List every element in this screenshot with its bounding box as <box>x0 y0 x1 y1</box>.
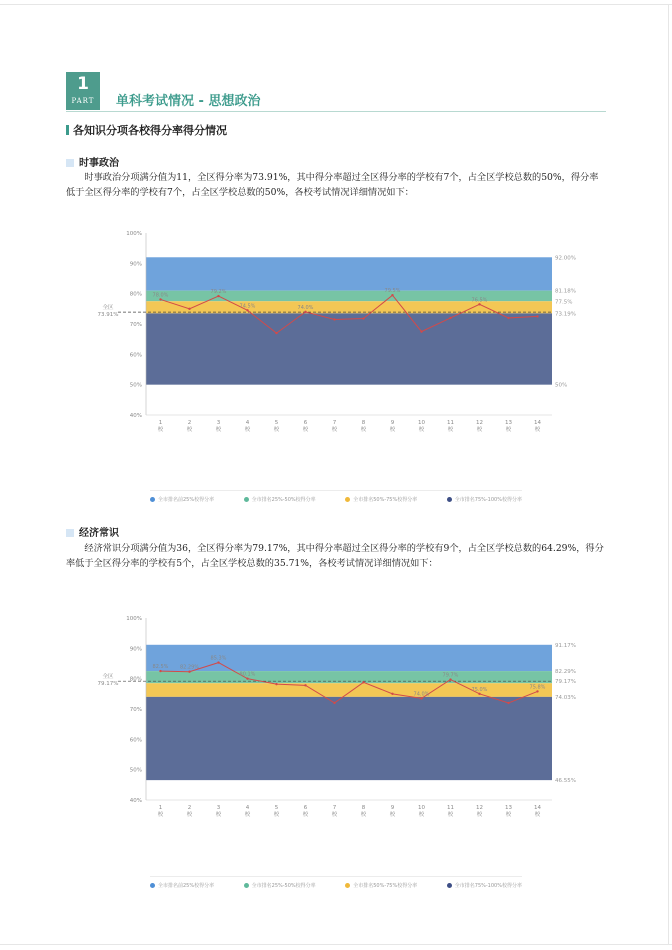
y-tick-label: 100% <box>126 616 142 622</box>
band-edge-label: 74.03% <box>555 694 576 701</box>
point-label: 80.1% <box>239 671 256 678</box>
x-tick-label: 校 <box>244 812 251 818</box>
legend-item <box>447 496 522 503</box>
point-label: 85.3% <box>210 655 227 662</box>
x-tick-label: 校 <box>447 427 454 433</box>
band-edge-label: 79.17% <box>555 679 576 686</box>
legend-dot-icon <box>345 883 350 888</box>
x-tick-label: 校 <box>447 812 454 818</box>
y-tick-label: 90% <box>129 646 142 653</box>
series-point <box>304 311 306 313</box>
legend-label: 全市排名前25%校得分率 <box>158 496 215 503</box>
series-point <box>246 677 248 679</box>
topic-square-icon <box>66 159 74 167</box>
average-label: 全区 <box>102 674 114 681</box>
series-point <box>449 317 451 319</box>
y-tick-label: 90% <box>129 261 142 268</box>
y-tick-label: 80% <box>129 291 142 298</box>
page-top-edge <box>0 4 672 5</box>
y-tick-label: 40% <box>129 798 142 804</box>
legend-item <box>244 496 316 503</box>
x-tick-label: 14 <box>534 805 541 811</box>
y-tick-label: 60% <box>129 352 142 359</box>
x-tick-label: 校 <box>186 427 193 433</box>
band-edge-label: 73.19% <box>555 311 576 318</box>
x-tick-label: 校 <box>534 812 541 818</box>
x-tick-label: 2 <box>187 805 192 811</box>
band-edge-label: 81.18% <box>555 288 576 295</box>
chart-band-4 <box>146 697 552 780</box>
series-point <box>362 681 364 683</box>
legend-dot-icon <box>150 497 155 502</box>
x-tick-label: 6 <box>303 420 308 426</box>
section-heading <box>66 122 227 138</box>
x-tick-label: 校 <box>534 427 541 433</box>
x-tick-label: 14 <box>534 420 541 426</box>
topic-square-icon <box>66 529 74 537</box>
legend-dot-icon <box>244 883 249 888</box>
x-tick-label: 校 <box>418 427 425 433</box>
point-label: 75.0% <box>471 686 488 693</box>
y-tick-label: 80% <box>129 676 142 683</box>
page-title: 单科考试情况 - 思想政治 <box>116 94 261 109</box>
x-tick-label: 13 <box>505 805 512 811</box>
legend-item <box>345 496 417 503</box>
x-tick-label: 7 <box>332 805 337 811</box>
series-point <box>275 332 277 334</box>
legend-item <box>150 882 214 889</box>
band-edge-label: 46.55% <box>555 778 576 785</box>
chart-band-1 <box>146 645 552 671</box>
series-point <box>159 670 161 672</box>
chart-band-3 <box>146 301 552 313</box>
legend-item <box>447 882 522 889</box>
x-tick-label: 8 <box>361 420 366 426</box>
point-label: 79.5% <box>384 288 401 295</box>
point-label: 74.0% <box>297 304 314 311</box>
series-point <box>478 303 480 305</box>
point-label: 74.0% <box>413 691 430 698</box>
x-tick-label: 校 <box>273 427 280 433</box>
x-tick-label: 校 <box>476 812 483 818</box>
average-label: 全区 <box>102 305 114 312</box>
series-point <box>536 690 538 692</box>
chart-1 <box>0 225 672 440</box>
y-tick-label: 100% <box>126 231 142 237</box>
topic-heading-1 <box>66 154 119 169</box>
x-tick-label: 9 <box>390 805 395 811</box>
x-tick-label: 5 <box>274 420 279 426</box>
y-tick-label: 70% <box>129 707 142 713</box>
x-tick-label: 8 <box>361 805 366 811</box>
x-tick-label: 10 <box>418 420 425 426</box>
chart-1-svg <box>0 225 672 440</box>
series-point <box>188 308 190 310</box>
series-point <box>304 684 306 686</box>
x-tick-label: 校 <box>157 427 164 433</box>
topic-heading-text: 经济常识 <box>79 528 119 539</box>
average-value-label: 73.91% <box>97 312 119 319</box>
point-label: 76.5% <box>471 297 488 304</box>
x-tick-label: 1 <box>158 420 163 426</box>
series-point <box>507 317 509 319</box>
band-edge-label: 91.17% <box>555 642 576 649</box>
x-tick-label: 校 <box>215 812 222 818</box>
topic-heading-text: 时事政治 <box>79 158 119 169</box>
x-tick-label: 校 <box>331 812 338 818</box>
x-tick-label: 校 <box>157 812 164 818</box>
x-tick-label: 校 <box>302 812 309 818</box>
topic-heading-2 <box>66 524 119 539</box>
average-value-label: 79.17% <box>97 681 119 688</box>
title-divider <box>66 111 606 112</box>
x-tick-label: 3 <box>216 805 221 811</box>
x-tick-label: 4 <box>245 420 250 426</box>
legend-dot-icon <box>244 497 249 502</box>
legend-label: 全市排名75%-100%校得分率 <box>454 496 522 503</box>
x-tick-label: 12 <box>476 805 483 811</box>
part-label: PART <box>71 97 95 105</box>
band-edge-label: 77.5% <box>555 299 573 306</box>
y-tick-label: 50% <box>129 767 142 774</box>
point-label: 74.5% <box>239 303 256 310</box>
x-tick-label: 校 <box>360 427 367 433</box>
x-tick-label: 校 <box>273 812 280 818</box>
chart-band-4 <box>146 313 552 384</box>
legend-label: 全市排名75%-100%校得分率 <box>454 882 522 889</box>
legend-item <box>345 882 417 889</box>
legend-label: 全市排名50%-75%校得分率 <box>353 496 418 503</box>
x-tick-label: 11 <box>447 420 454 426</box>
chart-band-2 <box>146 291 552 302</box>
x-tick-label: 校 <box>505 427 512 433</box>
series-point <box>449 678 451 680</box>
point-label: 79.7% <box>442 672 459 679</box>
x-tick-label: 12 <box>476 420 483 426</box>
x-tick-label: 校 <box>244 427 251 433</box>
band-edge-label: 50% <box>555 382 568 389</box>
chart-band-3 <box>146 683 552 697</box>
x-tick-label: 1 <box>158 805 163 811</box>
x-tick-label: 校 <box>389 812 396 818</box>
series-point <box>275 683 277 685</box>
y-tick-label: 60% <box>129 737 142 744</box>
part-badge <box>66 72 100 110</box>
series-point <box>246 309 248 311</box>
x-tick-label: 校 <box>505 812 512 818</box>
series-point <box>536 315 538 317</box>
page-bottom-edge <box>0 944 672 945</box>
chart-1-legend <box>150 490 522 504</box>
x-tick-label: 校 <box>331 427 338 433</box>
series-point <box>217 295 219 297</box>
series-point <box>362 317 364 319</box>
legend-item <box>150 496 214 503</box>
x-tick-label: 6 <box>303 805 308 811</box>
series-point <box>333 702 335 704</box>
x-tick-label: 10 <box>418 805 425 811</box>
chart-2-svg <box>0 610 672 825</box>
chart-band-1 <box>146 257 552 290</box>
x-tick-label: 校 <box>186 812 193 818</box>
topic-paragraph-2: 经济常识分项满分值为36，全区得分率为79.17%，其中得分率超过全区得分率的学校有9个，占全区学校总数的64.29%，得分率低于全区得分率的学校有5个，占全区学校总数的35.71%，各校考试情况详细情况如下： <box>66 543 604 569</box>
series-point <box>159 298 161 300</box>
x-tick-label: 校 <box>215 427 222 433</box>
x-tick-label: 9 <box>390 420 395 426</box>
x-tick-label: 7 <box>332 420 337 426</box>
x-tick-label: 11 <box>447 805 454 811</box>
band-edge-label: 92.00% <box>555 255 576 262</box>
x-tick-label: 校 <box>360 812 367 818</box>
series-point <box>478 693 480 695</box>
x-tick-label: 校 <box>476 427 483 433</box>
chart-2-legend <box>150 876 522 890</box>
series-point <box>507 702 509 704</box>
point-label: 75.8% <box>529 684 546 691</box>
series-point <box>420 330 422 332</box>
x-tick-label: 校 <box>389 427 396 433</box>
point-label: 82.5% <box>152 664 169 671</box>
x-tick-label: 3 <box>216 420 221 426</box>
point-label: 79.2% <box>210 289 227 296</box>
x-tick-label: 2 <box>187 420 192 426</box>
y-tick-label: 50% <box>129 382 142 389</box>
legend-dot-icon <box>150 883 155 888</box>
series-point <box>333 318 335 320</box>
point-label: 78.0% <box>152 292 169 299</box>
legend-label: 全市排名25%-50%校得分率 <box>251 882 316 889</box>
legend-label: 全市排名前25%校得分率 <box>158 882 215 889</box>
legend-item <box>244 882 316 889</box>
x-tick-label: 5 <box>274 805 279 811</box>
series-point <box>391 294 393 296</box>
y-tick-label: 70% <box>129 322 142 328</box>
legend-dot-icon <box>345 497 350 502</box>
x-tick-label: 4 <box>245 805 250 811</box>
topic-paragraph-1: 时事政治分项满分值为11，全区得分率为73.91%，其中得分率超过全区得分率的学校有7个，占全区学校总数的50%，得分率低于全区得分率的学校有7个，占全区学校总数的50%，各校考试情况详细情况如下： <box>66 172 599 198</box>
y-tick-label: 40% <box>129 413 142 419</box>
series-point <box>188 670 190 672</box>
series-point <box>217 661 219 663</box>
series-point <box>391 693 393 695</box>
x-tick-label: 校 <box>302 427 309 433</box>
legend-dot-icon <box>447 497 452 502</box>
legend-label: 全市排名50%-75%校得分率 <box>353 882 418 889</box>
x-tick-label: 13 <box>505 420 512 426</box>
legend-label: 全市排名25%-50%校得分率 <box>251 496 316 503</box>
chart-2 <box>0 610 672 825</box>
heading-bar-icon <box>66 125 69 135</box>
section-heading-text: 各知识分项各校得分率得分情况 <box>73 124 227 137</box>
legend-dot-icon <box>447 883 452 888</box>
x-tick-label: 校 <box>418 812 425 818</box>
band-edge-label: 82.29% <box>555 669 576 676</box>
part-number: 1 <box>77 74 89 94</box>
point-label: 82.29% <box>179 664 200 671</box>
series-point <box>420 697 422 699</box>
